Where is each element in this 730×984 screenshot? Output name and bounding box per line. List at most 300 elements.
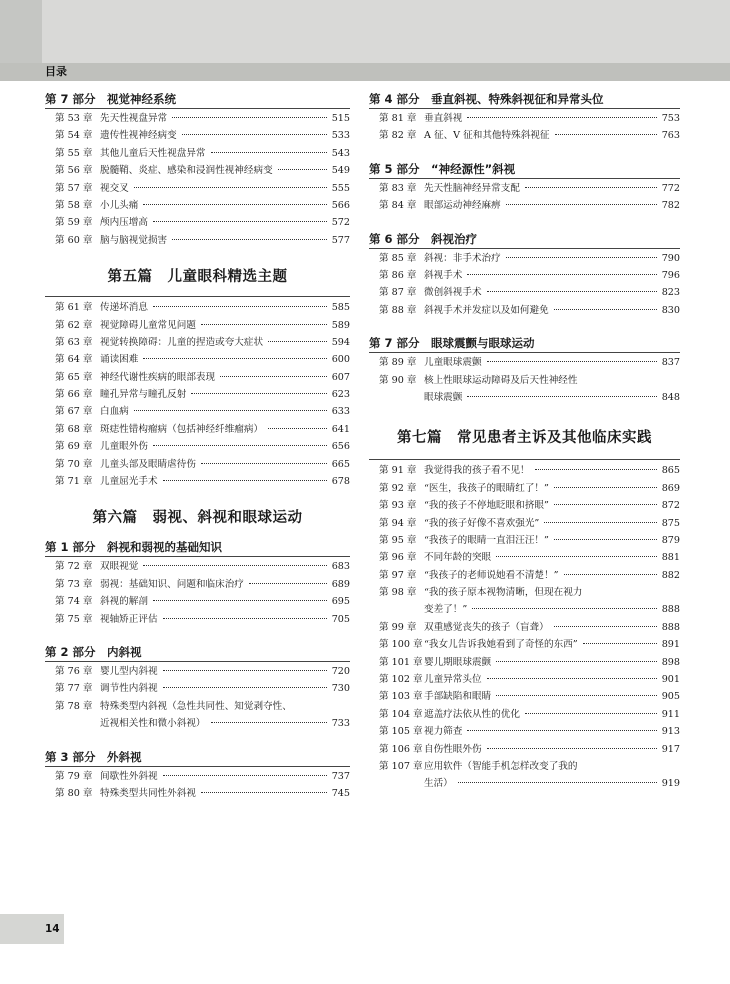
part-heading bbox=[45, 749, 350, 767]
page-ref: 730 bbox=[331, 683, 350, 695]
dot-leader bbox=[544, 522, 656, 523]
chapter-entry[interactable] bbox=[369, 267, 680, 284]
chapter-number: 第 57 章 bbox=[55, 182, 93, 194]
chapter-title: 儿童异常头位 bbox=[424, 674, 482, 686]
part-divider bbox=[45, 766, 350, 767]
chapter-entry[interactable] bbox=[369, 567, 680, 584]
page-ref: 913 bbox=[661, 726, 680, 738]
chapter-number: 第 101 章 bbox=[379, 656, 423, 668]
section-heading: 第五篇 儿童眼科精选主题 bbox=[107, 269, 288, 286]
page-ref: 705 bbox=[331, 613, 350, 625]
part-title: 第 4 部分 垂直斜视、特殊斜视征和异常头位 bbox=[369, 92, 604, 106]
chapter-entry-multiline bbox=[369, 584, 680, 619]
chapter-number: 第 99 章 bbox=[379, 621, 417, 633]
chapter-list bbox=[369, 180, 680, 215]
chapter-entry[interactable] bbox=[369, 549, 680, 566]
chapter-entry[interactable] bbox=[45, 593, 350, 610]
page-number: 14 bbox=[45, 923, 60, 935]
chapter-title: 自伤性眼外伤 bbox=[424, 743, 482, 755]
chapter-number: 第 77 章 bbox=[55, 683, 93, 695]
chapter-list bbox=[45, 663, 350, 698]
page-ref: 737 bbox=[331, 770, 350, 782]
dot-leader bbox=[487, 291, 657, 292]
chapter-number: 第 92 章 bbox=[379, 482, 417, 494]
part-title: 第 7 部分 眼球震颤与眼球运动 bbox=[369, 336, 535, 351]
chapter-entry[interactable] bbox=[45, 351, 350, 368]
chapter-list bbox=[369, 250, 680, 320]
page-ref: 549 bbox=[331, 165, 350, 177]
chapter-entry[interactable] bbox=[369, 654, 680, 671]
chapter-entry[interactable] bbox=[369, 706, 680, 723]
page-ref: 796 bbox=[661, 269, 680, 281]
page-ref: 589 bbox=[331, 319, 350, 331]
page-ref: 879 bbox=[661, 534, 680, 546]
chapter-entry-multiline bbox=[369, 372, 680, 407]
chapter-title: A 征、V 征和其他特殊斜视征 bbox=[424, 130, 550, 142]
chapter-number: 第 63 章 bbox=[55, 336, 93, 348]
dot-leader bbox=[163, 775, 327, 776]
page-ref: 872 bbox=[661, 500, 680, 512]
chapter-number: 第 89 章 bbox=[379, 357, 417, 369]
chapter-title: 白血病 bbox=[100, 406, 129, 418]
chapter-entry[interactable] bbox=[45, 473, 350, 490]
chapter-entry[interactable] bbox=[369, 619, 680, 636]
dot-leader bbox=[249, 583, 327, 584]
chapter-entry[interactable] bbox=[369, 636, 680, 653]
chapter-entry[interactable] bbox=[369, 302, 680, 319]
chapter-title: 调节性内斜视 bbox=[100, 683, 158, 695]
chapter-entry[interactable] bbox=[369, 127, 680, 144]
chapter-title: “医生，我孩子的眼睛红了！” bbox=[424, 482, 549, 494]
chapter-number: 第 85 章 bbox=[379, 252, 417, 264]
dot-leader bbox=[268, 341, 327, 342]
chapter-entry[interactable] bbox=[45, 386, 350, 403]
chapter-number: 第 55 章 bbox=[55, 147, 93, 159]
chapter-number: 第 61 章 bbox=[55, 302, 93, 314]
page-ref: 905 bbox=[661, 691, 680, 703]
chapter-number: 第 74 章 bbox=[55, 596, 93, 608]
chapter-title: 遮盖疗法依从性的优化 bbox=[424, 708, 520, 720]
chapter-title: 脑与脑视觉损害 bbox=[100, 234, 168, 246]
page-ref: 763 bbox=[661, 130, 680, 142]
dot-leader bbox=[268, 428, 327, 429]
page-ref: 585 bbox=[331, 302, 350, 314]
chapter-title: 遗传性视神经病变 bbox=[100, 130, 177, 142]
chapter-entry[interactable] bbox=[45, 299, 350, 316]
page-ref: 917 bbox=[661, 743, 680, 755]
chapter-number: 第 59 章 bbox=[55, 217, 93, 229]
part-divider bbox=[369, 178, 680, 179]
chapter-number: 第 78 章 bbox=[55, 700, 93, 712]
chapter-title: 斜视：非手术治疗 bbox=[424, 252, 501, 264]
dot-leader bbox=[143, 204, 326, 205]
page-ref: 911 bbox=[661, 708, 680, 720]
dot-leader bbox=[153, 306, 327, 307]
chapter-title-continued: 近视相关性和微小斜视） bbox=[100, 718, 206, 730]
dot-leader bbox=[191, 393, 326, 394]
chapter-number: 第 72 章 bbox=[55, 561, 93, 573]
dot-leader bbox=[172, 117, 327, 118]
chapter-title: 先天性视盘异常 bbox=[100, 113, 168, 124]
page-ref: 919 bbox=[661, 778, 680, 790]
chapter-entry[interactable] bbox=[45, 127, 350, 144]
chapter-number: 第 88 章 bbox=[379, 304, 417, 316]
chapter-title: “我的孩子好像不喜欢强光” bbox=[424, 517, 540, 529]
chapter-title: 微创斜视手术 bbox=[424, 287, 482, 299]
chapter-title: 特殊类型共同性外斜视 bbox=[100, 787, 196, 799]
page-ref: 772 bbox=[661, 182, 680, 194]
chapter-entry[interactable] bbox=[45, 232, 350, 249]
chapter-list bbox=[45, 768, 350, 803]
chapter-title: 其他儿童后天性视盘异常 bbox=[100, 147, 206, 159]
page-ref: 888 bbox=[661, 604, 680, 616]
chapter-number: 第 104 章 bbox=[379, 708, 423, 720]
page-ref: 594 bbox=[331, 336, 350, 348]
page-ref: 533 bbox=[331, 130, 350, 142]
page-ref: 753 bbox=[661, 113, 680, 124]
dot-leader bbox=[554, 539, 657, 540]
part-divider bbox=[45, 556, 350, 557]
part-heading bbox=[369, 161, 680, 179]
page-ref: 898 bbox=[661, 656, 680, 668]
chapter-number: 第 97 章 bbox=[379, 569, 417, 581]
section-heading: 第七篇 常见患者主诉及其他临床实践 bbox=[397, 430, 652, 447]
page-ref: 572 bbox=[331, 217, 350, 229]
dot-leader bbox=[182, 134, 327, 135]
dot-leader bbox=[496, 695, 657, 696]
page-ref: 683 bbox=[331, 561, 350, 573]
dot-leader bbox=[506, 204, 657, 205]
top-corner-tab bbox=[0, 0, 42, 63]
part-title: 第 6 部分 斜视治疗 bbox=[369, 231, 478, 246]
chapter-number: 第 75 章 bbox=[55, 613, 93, 625]
part-heading bbox=[369, 231, 680, 249]
chapter-number: 第 67 章 bbox=[55, 406, 93, 418]
chapter-title: “我的孩子不停地眨眼和挤眼” bbox=[424, 500, 549, 512]
section-heading: 第六篇 弱视、斜视和眼球运动 bbox=[92, 510, 303, 527]
chapter-entry[interactable] bbox=[45, 162, 350, 179]
chapter-entry[interactable] bbox=[45, 421, 350, 438]
chapter-number: 第 73 章 bbox=[55, 578, 93, 590]
chapter-number: 第 93 章 bbox=[379, 500, 417, 512]
chapter-number: 第 87 章 bbox=[379, 287, 417, 299]
page-ref: 577 bbox=[331, 234, 350, 246]
chapter-number: 第 98 章 bbox=[379, 587, 417, 599]
chapter-title-continued: 变差了！” bbox=[424, 604, 468, 616]
dot-leader bbox=[278, 169, 327, 170]
chapter-list bbox=[369, 354, 680, 371]
header-label: 目录 bbox=[45, 65, 67, 78]
chapter-title: 视觉障碍儿童常见问题 bbox=[100, 319, 196, 331]
chapter-title: 瞳孔异常与瞳孔反射 bbox=[100, 389, 187, 401]
dot-leader bbox=[163, 618, 327, 619]
chapter-title: 神经代谢性疾病的眼部表现 bbox=[100, 371, 216, 383]
chapter-title: 视交叉 bbox=[100, 182, 129, 194]
chapter-entry[interactable] bbox=[45, 214, 350, 231]
chapter-entry[interactable] bbox=[369, 197, 680, 214]
page-ref: 633 bbox=[331, 406, 350, 418]
chapter-title: 我觉得我的孩子看不见！ bbox=[424, 465, 530, 477]
chapter-title: 斜视手术并发症以及如何避免 bbox=[424, 304, 549, 316]
chapter-title: 小儿头痛 bbox=[100, 199, 139, 211]
page-ref: 823 bbox=[661, 287, 680, 299]
chapter-entry[interactable] bbox=[369, 110, 680, 127]
page-ref: 656 bbox=[331, 441, 350, 453]
chapter-entry[interactable] bbox=[369, 250, 680, 267]
chapter-entry[interactable] bbox=[369, 180, 680, 197]
chapter-title: 间歇性外斜视 bbox=[100, 770, 158, 782]
chapter-title: 儿童眼球震颤 bbox=[424, 357, 482, 369]
page-ref: 745 bbox=[331, 787, 350, 799]
chapter-number: 第 84 章 bbox=[379, 200, 417, 212]
dot-leader bbox=[525, 187, 657, 188]
page-ref: 882 bbox=[661, 569, 680, 581]
dot-leader bbox=[555, 134, 657, 135]
page-ref: 790 bbox=[661, 252, 680, 264]
page-ref: 695 bbox=[331, 596, 350, 608]
chapter-title: 颅内压增高 bbox=[100, 217, 148, 229]
dot-leader bbox=[163, 670, 327, 671]
chapter-entry[interactable] bbox=[45, 663, 350, 680]
chapter-number: 第 70 章 bbox=[55, 458, 93, 470]
page-ref: 607 bbox=[331, 371, 350, 383]
chapter-entry[interactable] bbox=[45, 334, 350, 351]
dot-leader bbox=[163, 687, 327, 688]
chapter-list bbox=[369, 110, 680, 145]
part-divider bbox=[45, 661, 350, 662]
header-bar bbox=[0, 63, 730, 81]
page-ref: 869 bbox=[661, 482, 680, 494]
chapter-entry[interactable] bbox=[369, 688, 680, 705]
page-ref: 888 bbox=[661, 621, 680, 633]
dot-leader bbox=[467, 117, 656, 118]
chapter-entry[interactable] bbox=[369, 671, 680, 688]
chapter-list bbox=[45, 558, 350, 628]
chapter-title: 视觉转换障碍：儿童的捏造或夸大症状 bbox=[100, 336, 264, 348]
page-ref: 689 bbox=[331, 578, 350, 590]
chapter-title: 儿童头部及眼睛虐待伤 bbox=[100, 458, 196, 470]
page-ref: 901 bbox=[661, 674, 680, 686]
chapter-title: 传递坏消息 bbox=[100, 302, 148, 314]
page-ref: 543 bbox=[331, 147, 350, 159]
part-divider bbox=[369, 248, 680, 249]
chapter-entry[interactable] bbox=[369, 284, 680, 301]
chapter-entry[interactable] bbox=[45, 611, 350, 628]
dot-leader bbox=[496, 556, 657, 557]
chapter-title: 垂直斜视 bbox=[424, 113, 463, 124]
chapter-entry[interactable] bbox=[369, 515, 680, 532]
page-ref: 600 bbox=[331, 354, 350, 366]
chapter-number: 第 82 章 bbox=[379, 130, 417, 142]
part-heading bbox=[369, 335, 680, 353]
chapter-title: 斑痣性错构瘤病（包括神经纤维瘤病） bbox=[100, 423, 264, 435]
part-title: 第 5 部分 “神经源性”斜视 bbox=[369, 161, 516, 176]
chapter-entry[interactable] bbox=[369, 480, 680, 497]
chapter-entry[interactable] bbox=[45, 768, 350, 785]
chapter-entry[interactable] bbox=[369, 462, 680, 479]
chapter-list bbox=[369, 619, 680, 758]
part-title: 第 3 部分 外斜视 bbox=[45, 749, 142, 764]
chapter-number: 第 66 章 bbox=[55, 389, 93, 401]
chapter-title: 儿童眼外伤 bbox=[100, 441, 148, 453]
chapter-title: 斜视手术 bbox=[424, 269, 463, 281]
chapter-number: 第 60 章 bbox=[55, 234, 93, 246]
chapter-number: 第 86 章 bbox=[379, 269, 417, 281]
chapter-number: 第 54 章 bbox=[55, 130, 93, 142]
chapter-number: 第 53 章 bbox=[55, 113, 93, 124]
dot-leader bbox=[506, 257, 657, 258]
dot-leader bbox=[153, 221, 327, 222]
page-ref: 848 bbox=[661, 391, 680, 403]
dot-leader bbox=[554, 487, 657, 488]
dot-leader bbox=[564, 574, 657, 575]
chapter-number: 第 64 章 bbox=[55, 354, 93, 366]
dot-leader bbox=[467, 396, 656, 397]
dot-leader bbox=[201, 463, 327, 464]
chapter-number: 第 90 章 bbox=[379, 374, 417, 386]
chapter-entry[interactable] bbox=[45, 145, 350, 162]
page-ref: 891 bbox=[661, 639, 680, 651]
top-band bbox=[0, 0, 730, 63]
part-divider bbox=[369, 352, 680, 353]
chapter-number: 第 100 章 bbox=[379, 639, 423, 651]
dot-leader bbox=[467, 730, 656, 731]
part-title: 第 2 部分 内斜视 bbox=[45, 644, 142, 659]
chapter-entry[interactable] bbox=[45, 785, 350, 802]
chapter-title: 核上性眼球运动障碍及后天性神经性 bbox=[424, 374, 578, 386]
chapter-entry[interactable] bbox=[45, 197, 350, 214]
dot-leader bbox=[172, 239, 327, 240]
chapter-list bbox=[45, 110, 350, 249]
chapter-title: “我的孩子原本视物清晰，但现在视力 bbox=[424, 587, 583, 599]
chapter-number: 第 62 章 bbox=[55, 319, 93, 331]
chapter-entry[interactable] bbox=[45, 438, 350, 455]
chapter-number: 第 76 章 bbox=[55, 665, 93, 677]
chapter-title: 弱视：基础知识、问题和临床治疗 bbox=[100, 578, 244, 590]
page-ref: 881 bbox=[661, 552, 680, 564]
dot-leader bbox=[554, 626, 657, 627]
chapter-entry[interactable] bbox=[369, 497, 680, 514]
chapter-entry-multiline bbox=[45, 698, 350, 733]
chapter-number: 第 58 章 bbox=[55, 199, 93, 211]
page-ref: 641 bbox=[331, 423, 350, 435]
chapter-number: 第 94 章 bbox=[379, 517, 417, 529]
chapter-entry[interactable] bbox=[45, 456, 350, 473]
dot-leader bbox=[487, 748, 657, 749]
chapter-entry[interactable] bbox=[45, 369, 350, 386]
part-heading bbox=[45, 91, 350, 109]
dot-leader bbox=[525, 713, 657, 714]
page-ref: 566 bbox=[331, 199, 350, 211]
page-ref: 515 bbox=[331, 113, 350, 124]
chapter-number: 第 91 章 bbox=[379, 465, 417, 477]
page-ref: 555 bbox=[331, 182, 350, 194]
chapter-title: 应用软件（智能手机怎样改变了我的 bbox=[424, 761, 578, 772]
chapter-number: 第 95 章 bbox=[379, 534, 417, 546]
chapter-number: 第 68 章 bbox=[55, 423, 93, 435]
toc-left-column bbox=[45, 91, 350, 802]
chapter-title: 先天性脑神经异常支配 bbox=[424, 182, 520, 194]
page-ref: 678 bbox=[331, 476, 350, 488]
part-heading bbox=[45, 644, 350, 662]
chapter-title: 婴儿期眼球震颤 bbox=[424, 656, 492, 668]
chapter-entry[interactable] bbox=[45, 180, 350, 197]
chapter-entry[interactable] bbox=[45, 680, 350, 697]
chapter-entry[interactable] bbox=[45, 317, 350, 334]
chapter-title: 特殊类型内斜视（急性共同性、知觉剥夺性、 bbox=[100, 700, 292, 712]
chapter-title-continued: 生活） bbox=[424, 778, 453, 790]
page-ref: 733 bbox=[331, 718, 350, 730]
chapter-title: 斜视的解剖 bbox=[100, 596, 148, 608]
chapter-title: 脱髓鞘、炎症、感染和浸润性视神经病变 bbox=[100, 165, 273, 177]
chapter-title: 视力筛查 bbox=[424, 726, 463, 738]
chapter-title: 婴儿型内斜视 bbox=[100, 665, 158, 677]
page-ref: 837 bbox=[661, 357, 680, 369]
chapter-number: 第 96 章 bbox=[379, 552, 417, 564]
dot-leader bbox=[496, 661, 657, 662]
chapter-number: 第 83 章 bbox=[379, 182, 417, 194]
chapter-title: 手部缺陷和眼睛 bbox=[424, 691, 492, 703]
chapter-number: 第 81 章 bbox=[379, 113, 417, 124]
chapter-title: 双重感觉丧失的孩子（盲聋） bbox=[424, 621, 549, 633]
chapter-title: 双眼视觉 bbox=[100, 561, 139, 573]
chapter-entry[interactable] bbox=[45, 576, 350, 593]
part-title: 第 1 部分 斜视和弱视的基础知识 bbox=[45, 540, 223, 555]
dot-leader bbox=[487, 678, 657, 679]
chapter-entry[interactable] bbox=[45, 558, 350, 575]
chapter-title-continued: 眼球震颤 bbox=[424, 391, 463, 403]
page-ref: 623 bbox=[331, 389, 350, 401]
chapter-title: 儿童屈光手术 bbox=[100, 476, 158, 488]
part-heading bbox=[369, 91, 680, 109]
chapter-entry[interactable] bbox=[45, 403, 350, 420]
part-divider bbox=[369, 108, 680, 109]
chapter-entry[interactable] bbox=[369, 723, 680, 740]
dot-leader bbox=[134, 187, 327, 188]
dot-leader bbox=[487, 361, 657, 362]
dot-leader bbox=[467, 274, 656, 275]
dot-leader bbox=[458, 782, 657, 783]
part-title: 第 7 部分 视觉神经系统 bbox=[45, 92, 177, 106]
dot-leader bbox=[153, 600, 327, 601]
part-divider bbox=[45, 108, 350, 109]
chapter-entry[interactable] bbox=[369, 741, 680, 758]
chapter-title: “我孩子的眼睛一直泪汪汪！” bbox=[424, 534, 549, 546]
page-ref: 720 bbox=[331, 665, 350, 677]
chapter-number: 第 102 章 bbox=[379, 674, 423, 686]
chapter-number: 第 65 章 bbox=[55, 371, 93, 383]
chapter-title: 视轴矫正评估 bbox=[100, 613, 158, 625]
dot-leader bbox=[153, 445, 327, 446]
chapter-title: 不同年龄的突眼 bbox=[424, 552, 492, 564]
dot-leader bbox=[134, 410, 327, 411]
chapter-entry-multiline bbox=[369, 758, 680, 793]
dot-leader bbox=[583, 643, 657, 644]
page-ref: 830 bbox=[661, 304, 680, 316]
chapter-number: 第 56 章 bbox=[55, 165, 93, 177]
chapter-entry[interactable] bbox=[369, 354, 680, 371]
dot-leader bbox=[163, 480, 327, 481]
chapter-title: “我女儿告诉我她看到了奇怪的东西” bbox=[424, 639, 578, 651]
chapter-number: 第 107 章 bbox=[379, 761, 423, 772]
chapter-list bbox=[45, 299, 350, 490]
dot-leader bbox=[554, 309, 657, 310]
chapter-list bbox=[369, 462, 680, 584]
dot-leader bbox=[211, 152, 327, 153]
chapter-entry[interactable] bbox=[45, 110, 350, 127]
page-ref: 782 bbox=[661, 200, 680, 212]
chapter-entry[interactable] bbox=[369, 532, 680, 549]
